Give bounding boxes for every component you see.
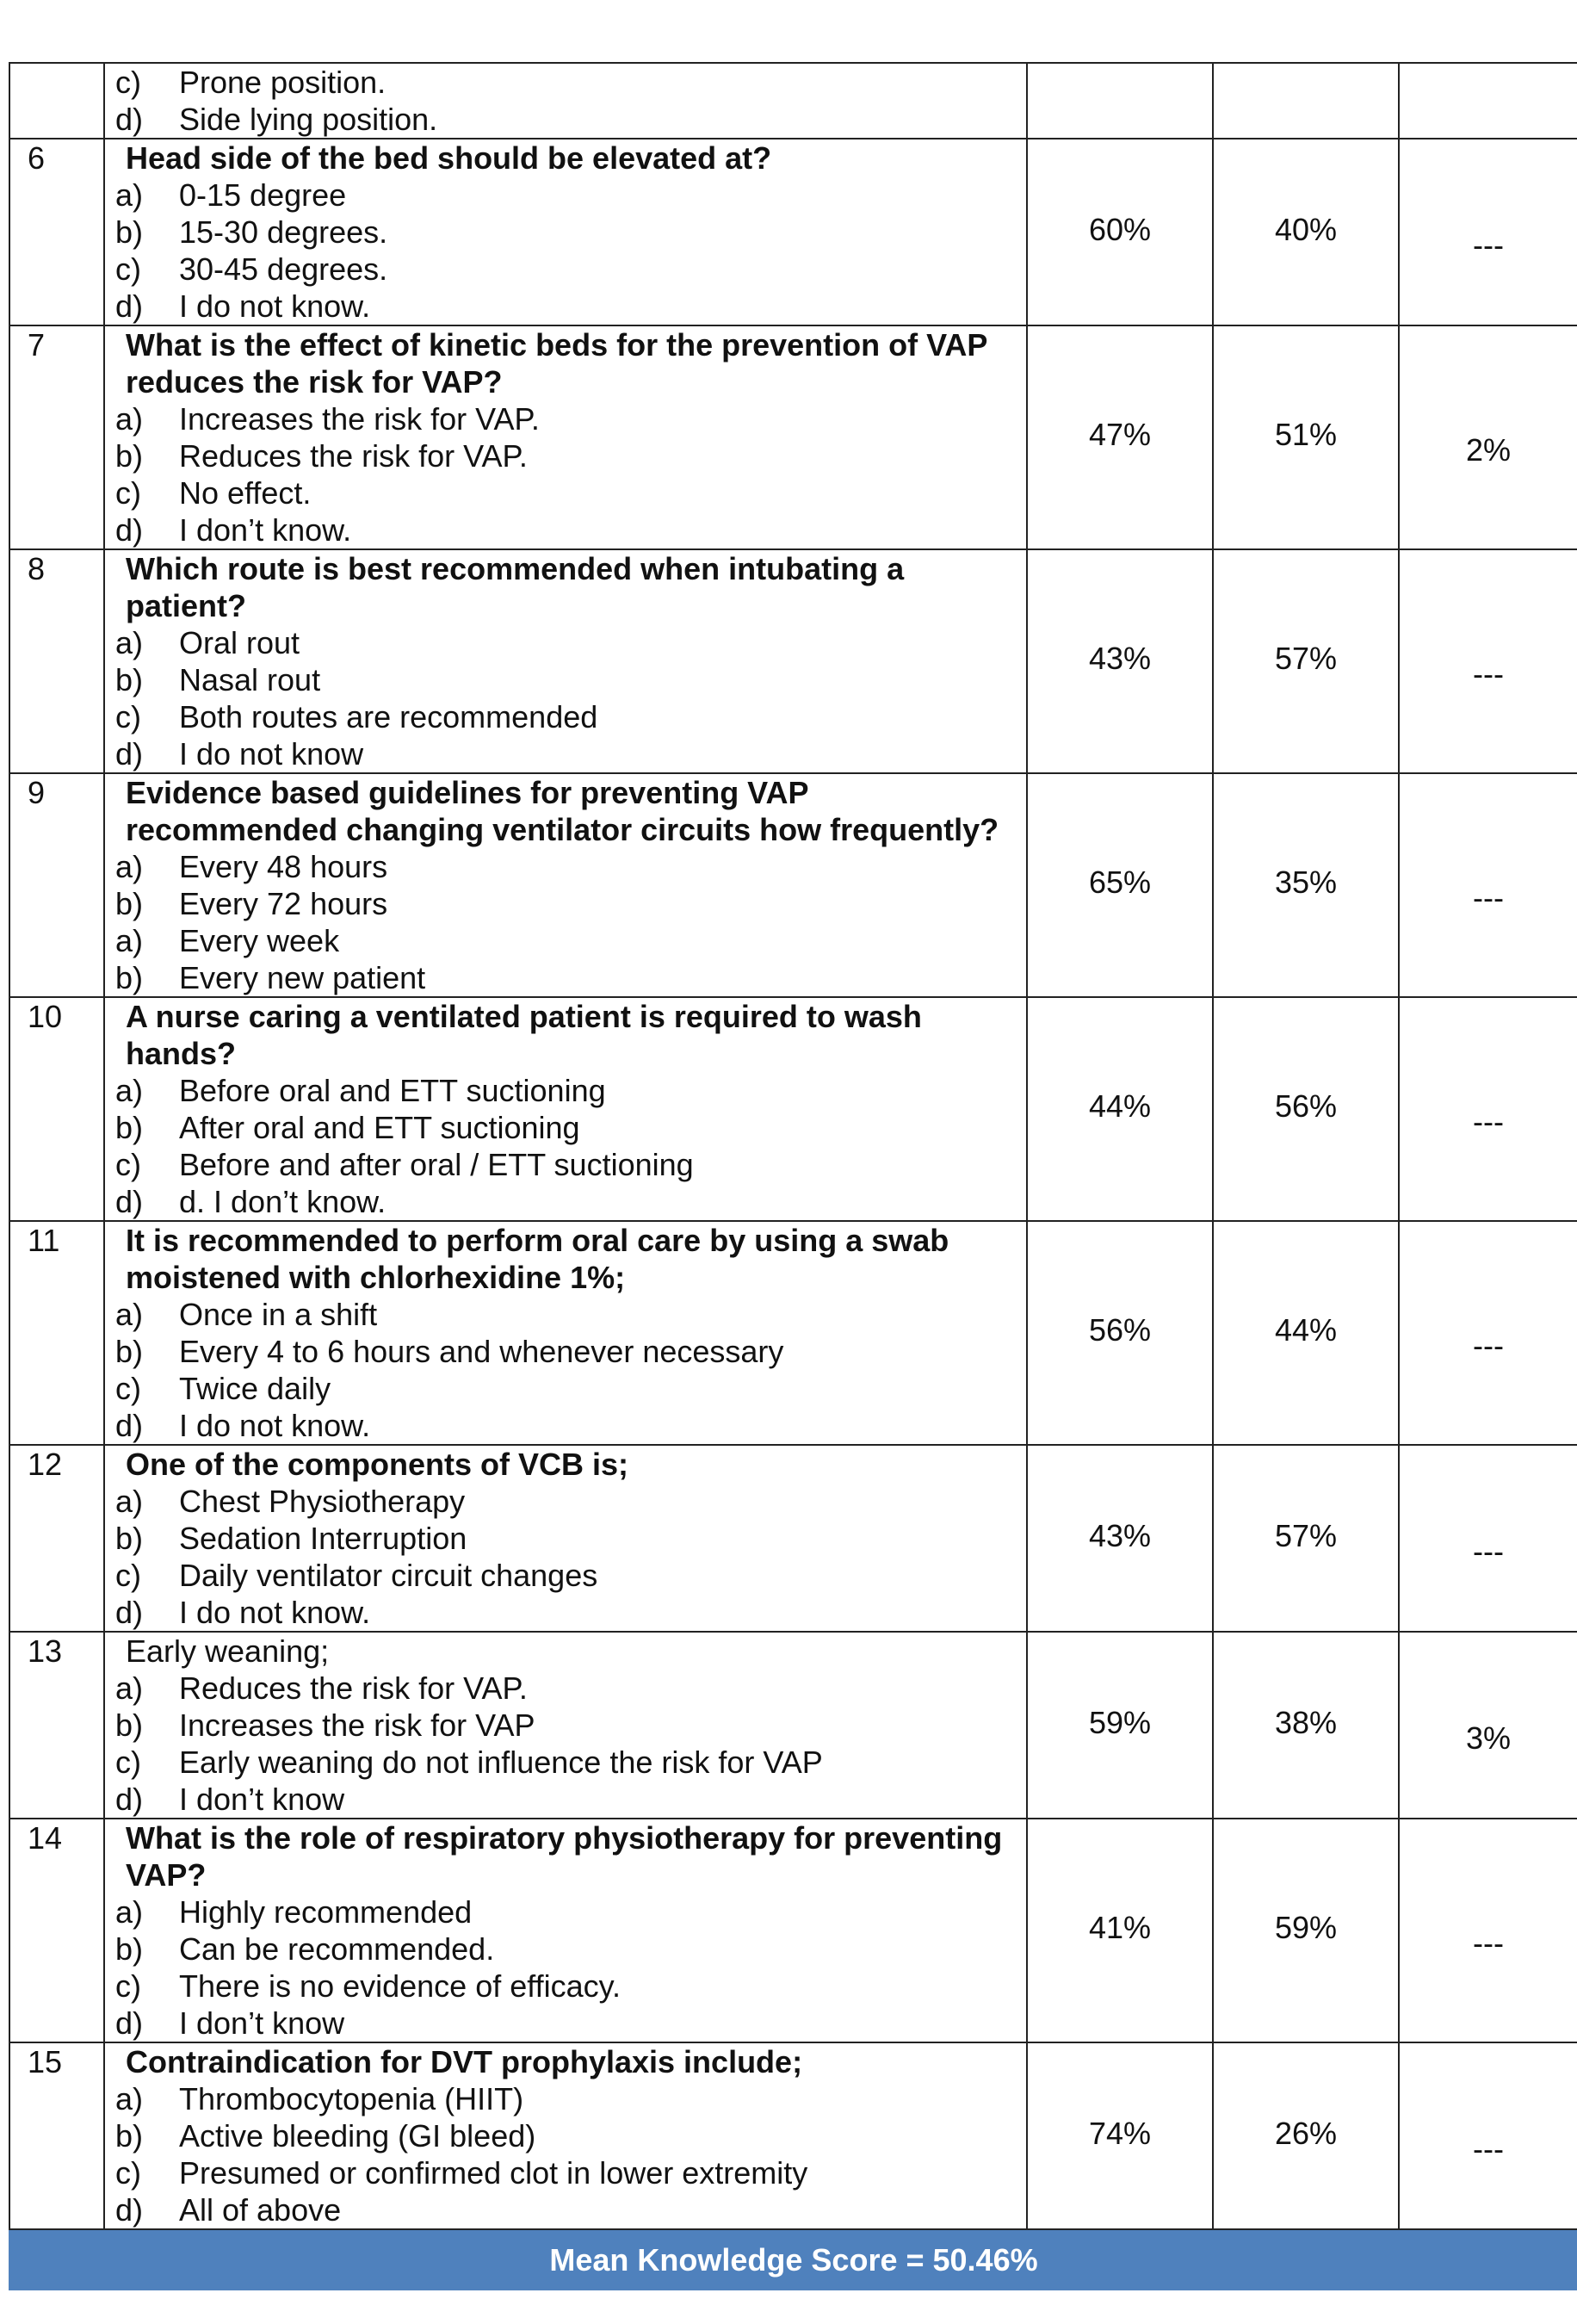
answer-option: [115, 1594, 1019, 1631]
answer-option: [115, 1520, 1019, 1557]
col2-percentage: 56%: [1274, 1088, 1338, 1124]
option-letter: c): [115, 1147, 141, 1182]
col1-percentage-cell: [1027, 1819, 1213, 2042]
answer-option: [115, 922, 1019, 959]
option-text: Chest Physiotherapy: [179, 1484, 466, 1519]
question-cell: [104, 997, 1027, 1221]
table-row: [9, 139, 1577, 325]
col2-percentage-cell: [1213, 1632, 1399, 1819]
col3-cell: [1399, 63, 1577, 139]
option-letter: c): [115, 475, 141, 511]
option-text: d. I don’t know.: [179, 1184, 387, 1219]
table-row: [9, 773, 1577, 997]
option-letter: b): [115, 1707, 144, 1743]
col2-percentage-cell: [1213, 1221, 1399, 1445]
answer-option: [115, 251, 1019, 288]
option-text: Oral rout: [179, 625, 300, 660]
option-letter: b): [115, 1334, 144, 1369]
col2-percentage: 59%: [1274, 1910, 1338, 1945]
question-number: 12: [9, 1445, 104, 1632]
question-text: What is the effect of kinetic beds for the prevention of VAP reduces the risk for VAP?: [126, 327, 987, 400]
option-text: Side lying position.: [179, 102, 438, 137]
option-letter: d): [115, 2192, 144, 2228]
mean-score: Mean Knowledge Score = 50.46%: [9, 2229, 1577, 2290]
option-letter: a): [115, 1484, 144, 1519]
col3-percentage-cell: [1399, 139, 1577, 325]
answer-option: [115, 214, 1019, 251]
col3-percentage: 3%: [1465, 1720, 1512, 1756]
question-text: Early weaning;: [126, 1633, 330, 1669]
table-row: [9, 2042, 1577, 2229]
answer-option: [115, 1670, 1019, 1707]
option-text: 30-45 degrees.: [179, 251, 388, 287]
answer-option: [115, 2080, 1019, 2117]
option-text: Can be recommended.: [179, 1931, 495, 1967]
col1-percentage-cell: [1027, 139, 1213, 325]
question-cell: [104, 325, 1027, 549]
answer-option: [115, 288, 1019, 325]
option-letter: a): [115, 1297, 144, 1332]
option-letter: d): [115, 1408, 144, 1443]
option-letter: b): [115, 960, 144, 995]
option-text: After oral and ETT suctioning: [179, 1110, 580, 1145]
col3-percentage-cell: [1399, 1632, 1577, 1819]
option-letter: c): [115, 251, 141, 287]
option-letter: b): [115, 2118, 144, 2154]
option-letter: c): [115, 1371, 141, 1406]
option-letter: a): [115, 401, 144, 437]
knowledge-table: [9, 62, 1577, 2290]
col2-cell: [1213, 63, 1399, 139]
question-number: 15: [9, 2042, 104, 2229]
option-text: I don’t know.: [179, 512, 352, 548]
col2-percentage-cell: [1213, 549, 1399, 773]
footer-row: [9, 2229, 1577, 2290]
question-number: 8: [9, 549, 104, 773]
col3-percentage-cell: [1399, 997, 1577, 1221]
question-number-cell: [9, 63, 104, 139]
answer-option: [115, 959, 1019, 996]
option-text: Prone position.: [179, 65, 387, 100]
col3-percentage: 2%: [1465, 432, 1512, 468]
question-number: 14: [9, 1819, 104, 2042]
col2-percentage-cell: [1213, 139, 1399, 325]
question-text: It is recommended to perform oral care by using a swab moistened with chlorhexidine 1%;: [126, 1223, 949, 1295]
col2-percentage: 26%: [1274, 2116, 1338, 2151]
col1-percentage-cell: [1027, 1221, 1213, 1445]
answer-option: [115, 661, 1019, 698]
option-letter: d): [115, 2005, 144, 2041]
answer-option: [115, 1893, 1019, 1930]
answer-option: [115, 2005, 1019, 2042]
table-row: [9, 549, 1577, 773]
table-row-fragment: [9, 63, 1577, 139]
answer-option: [115, 848, 1019, 885]
col1-percentage: 43%: [1088, 641, 1152, 676]
question-number: 11: [9, 1221, 104, 1445]
option-text: I do not know: [179, 736, 364, 772]
question-text: What is the role of respiratory physiotherapy for preventing VAP?: [126, 1820, 1003, 1893]
table-row: [9, 997, 1577, 1221]
option-letter: c): [115, 699, 141, 734]
answer-option: [115, 177, 1019, 214]
option-text: There is no evidence of efficacy.: [179, 1968, 621, 2004]
col3-percentage-cell: [1399, 325, 1577, 549]
question-cell: [104, 1445, 1027, 1632]
option-letter: b): [115, 1521, 144, 1556]
col3-percentage-cell: [1399, 1221, 1577, 1445]
question-number: 9: [9, 773, 104, 997]
answer-option: [115, 735, 1019, 772]
col2-percentage: 44%: [1274, 1312, 1338, 1348]
question-text: A nurse caring a ventilated patient is required to wash hands?: [126, 999, 922, 1071]
option-text: Reduces the risk for VAP.: [179, 1670, 528, 1706]
col3-percentage-cell: [1399, 2042, 1577, 2229]
answer-option: [115, 1183, 1019, 1220]
option-text: Every 48 hours: [179, 849, 388, 884]
option-letter: d): [115, 288, 144, 324]
answer-option: [115, 1072, 1019, 1109]
option-text: Nasal rout: [179, 662, 321, 697]
col2-percentage-cell: [1213, 997, 1399, 1221]
table-row: [9, 1819, 1577, 2042]
option-letter: c): [115, 1745, 141, 1780]
question-cell: [104, 549, 1027, 773]
option-c: [115, 64, 1019, 101]
question-text: Contraindication for DVT prophylaxis include;: [126, 2044, 803, 2079]
option-letter: c): [115, 65, 141, 100]
option-letter: b): [115, 214, 144, 250]
col1-cell: [1027, 63, 1213, 139]
option-letter: a): [115, 923, 144, 958]
col1-percentage: 56%: [1088, 1312, 1152, 1348]
option-letter: a): [115, 2081, 144, 2116]
answer-option: [115, 474, 1019, 511]
option-letter: b): [115, 886, 144, 921]
col3-percentage: ---: [1473, 2131, 1504, 2166]
option-text: 15-30 degrees.: [179, 214, 388, 250]
table-row: [9, 1445, 1577, 1632]
option-letter: a): [115, 1670, 144, 1706]
col1-percentage-cell: [1027, 325, 1213, 549]
col1-percentage: 47%: [1088, 417, 1152, 452]
col2-percentage: 51%: [1274, 417, 1338, 452]
option-text: Reduces the risk for VAP.: [179, 438, 528, 474]
answer-option: [115, 1557, 1019, 1594]
option-text: Presumed or confirmed clot in lower extremity: [179, 2155, 808, 2191]
answer-option: [115, 2117, 1019, 2154]
col2-percentage: 35%: [1274, 865, 1338, 900]
answer-option: [115, 624, 1019, 661]
col3-percentage: ---: [1473, 227, 1504, 263]
question-text: Evidence based guidelines for preventing VAP recommended changing ventilator circuits how frequently?: [126, 775, 999, 847]
answer-option: [115, 1109, 1019, 1146]
answer-option: [115, 1781, 1019, 1818]
option-text: Thrombocytopenia (HIIT): [179, 2081, 524, 2116]
option-letter: c): [115, 1968, 141, 2004]
answer-option: [115, 1407, 1019, 1444]
option-d: [115, 101, 1019, 138]
option-text: Both routes are recommended: [179, 699, 598, 734]
col1-percentage-cell: [1027, 2042, 1213, 2229]
option-letter: a): [115, 625, 144, 660]
option-letter: d): [115, 736, 144, 772]
col2-percentage-cell: [1213, 325, 1399, 549]
option-text: I don’t know: [179, 1782, 345, 1817]
col2-percentage: 57%: [1274, 641, 1338, 676]
question-cell: [104, 1632, 1027, 1819]
question-number: 13: [9, 1632, 104, 1819]
col1-percentage: 43%: [1088, 1518, 1152, 1553]
question-cell: [104, 63, 1027, 139]
question-cell: [104, 139, 1027, 325]
col1-percentage: 65%: [1088, 865, 1152, 900]
answer-option: [115, 400, 1019, 437]
col2-percentage-cell: [1213, 1445, 1399, 1632]
question-text: Which route is best recommended when intubating a patient?: [126, 551, 905, 623]
col1-percentage-cell: [1027, 1445, 1213, 1632]
col3-percentage: ---: [1473, 656, 1504, 691]
col1-percentage-cell: [1027, 773, 1213, 997]
option-letter: d): [115, 1595, 144, 1630]
question-text: Head side of the bed should be elevated at?: [126, 140, 772, 176]
col1-percentage: 74%: [1088, 2116, 1152, 2151]
answer-option: [115, 1968, 1019, 2005]
option-text: Every 4 to 6 hours and whenever necessary: [179, 1334, 784, 1369]
answer-option: [115, 1146, 1019, 1183]
option-letter: c): [115, 2155, 141, 2191]
option-text: Every new patient: [179, 960, 426, 995]
answer-option: [115, 437, 1019, 474]
col2-percentage: 38%: [1274, 1705, 1338, 1740]
col1-percentage-cell: [1027, 997, 1213, 1221]
table-row: [9, 325, 1577, 549]
question-number: 6: [9, 139, 104, 325]
col3-percentage-cell: [1399, 773, 1577, 997]
col3-percentage-cell: [1399, 1445, 1577, 1632]
answer-option: [115, 2154, 1019, 2191]
option-text: Increases the risk for VAP.: [179, 401, 540, 437]
option-text: I do not know.: [179, 1595, 371, 1630]
question-text: One of the components of VCB is;: [126, 1447, 629, 1482]
col1-percentage: 44%: [1088, 1088, 1152, 1124]
col2-percentage: 40%: [1274, 212, 1338, 247]
col2-percentage-cell: [1213, 1819, 1399, 2042]
option-letter: d): [115, 1782, 144, 1817]
col2-percentage-cell: [1213, 773, 1399, 997]
option-text: Increases the risk for VAP: [179, 1707, 535, 1743]
answer-option: [115, 885, 1019, 922]
option-text: Every 72 hours: [179, 886, 388, 921]
answer-option: [115, 1930, 1019, 1968]
option-letter: d): [115, 1184, 144, 1219]
col3-percentage: ---: [1473, 1925, 1504, 1961]
option-text: I don’t know: [179, 2005, 345, 2041]
option-text: Before and after oral / ETT suctioning: [179, 1147, 694, 1182]
option-text: I do not know.: [179, 1408, 371, 1443]
col3-percentage: ---: [1473, 1328, 1504, 1363]
col1-percentage: 60%: [1088, 212, 1152, 247]
table-row: [9, 1632, 1577, 1819]
option-text: Before oral and ETT suctioning: [179, 1073, 606, 1108]
answer-option: [115, 698, 1019, 735]
option-letter: a): [115, 177, 144, 213]
option-letter: b): [115, 1110, 144, 1145]
question-cell: [104, 2042, 1027, 2229]
answer-option: [115, 1744, 1019, 1781]
option-text: Daily ventilator circuit changes: [179, 1558, 598, 1593]
option-letter: c): [115, 1558, 141, 1593]
answer-option: [115, 2191, 1019, 2228]
table-row: [9, 1221, 1577, 1445]
answer-option: [115, 1296, 1019, 1333]
option-letter: d): [115, 512, 144, 548]
col3-percentage: ---: [1473, 1104, 1504, 1139]
option-letter: a): [115, 1073, 144, 1108]
col1-percentage: 41%: [1088, 1910, 1152, 1945]
option-letter: d): [115, 102, 144, 137]
option-letter: b): [115, 1931, 144, 1967]
col2-percentage-cell: [1213, 2042, 1399, 2229]
question-cell: [104, 773, 1027, 997]
option-text: All of above: [179, 2192, 342, 2228]
option-text: Every week: [179, 923, 340, 958]
col3-percentage: ---: [1473, 880, 1504, 915]
option-text: Highly recommended: [179, 1894, 473, 1930]
option-letter: b): [115, 662, 144, 697]
option-letter: a): [115, 1894, 144, 1930]
col1-percentage-cell: [1027, 549, 1213, 773]
option-letter: a): [115, 849, 144, 884]
option-text: No effect.: [179, 475, 312, 511]
col3-percentage-cell: [1399, 1819, 1577, 2042]
answer-option: [115, 1707, 1019, 1744]
option-text: Active bleeding (GI bleed): [179, 2118, 536, 2154]
col1-percentage-cell: [1027, 1632, 1213, 1819]
answer-option: [115, 1333, 1019, 1370]
col3-percentage-cell: [1399, 549, 1577, 773]
answer-option: [115, 1483, 1019, 1520]
col3-percentage: ---: [1473, 1534, 1504, 1569]
option-text: Once in a shift: [179, 1297, 378, 1332]
option-letter: b): [115, 438, 144, 474]
question-cell: [104, 1221, 1027, 1445]
option-text: Sedation Interruption: [179, 1521, 467, 1556]
table-body: [9, 63, 1577, 2229]
option-text: 0-15 degree: [179, 177, 347, 213]
question-cell: [104, 1819, 1027, 2042]
option-text: I do not know.: [179, 288, 371, 324]
question-number: 7: [9, 325, 104, 549]
question-number: 10: [9, 997, 104, 1221]
col2-percentage: 57%: [1274, 1518, 1338, 1553]
option-text: Early weaning do not influence the risk for VAP: [179, 1745, 823, 1780]
option-text: Twice daily: [179, 1371, 331, 1406]
col1-percentage: 59%: [1088, 1705, 1152, 1740]
answer-option: [115, 1370, 1019, 1407]
answer-option: [115, 511, 1019, 548]
